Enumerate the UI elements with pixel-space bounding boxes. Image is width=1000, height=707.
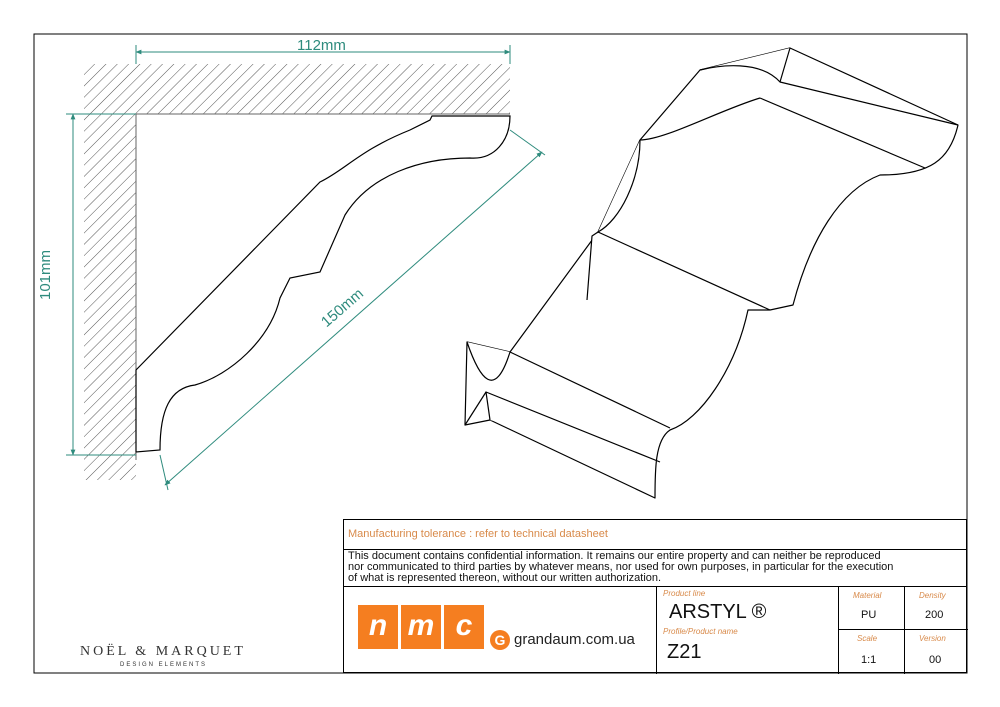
height-dimension-label: 101mm [37,249,54,300]
nmc-logo-n: n [358,605,398,649]
nmc-logo-m: m [401,605,441,649]
title-block [343,519,967,673]
product-line-label: Product line [663,589,706,598]
confidentiality-line: nor communicated to third parties by whatever means, nor used for own purposes, in particular for the execution [348,561,894,573]
version-cell [904,630,968,674]
grandaum-logo-icon: G [490,630,510,650]
confidentiality-line: of what is represented thereon, without our written authorization. [348,572,662,584]
density-label: Density [919,591,946,600]
version-label: Version [919,634,946,643]
scale-label: Scale [857,634,878,643]
density-value: 200 [925,609,944,621]
confidentiality-note [344,550,966,587]
diagonal-dimension-label: 150mm [318,285,367,331]
product-name-label: Profile/Product name [663,627,738,636]
profile-section [136,116,510,452]
nmc-logo-c: c [444,605,484,649]
profile-3d-view [465,48,958,498]
scale-cell [838,630,904,674]
grandaum-site-text: grandaum.com.ua [514,631,635,648]
density-cell [904,587,968,630]
product-line-value: ARSTYL ® [669,601,767,623]
material-label: Material [853,591,882,600]
product-name-value: Z21 [667,641,702,663]
noel-marquet-subtitle: DESIGN ELEMENTS [120,662,208,668]
confidentiality-line: This document contains confidential information. It remains our entire property and can neither be reproduced [348,550,881,562]
version-value: 00 [929,654,942,666]
material-cell [838,587,904,630]
noel-marquet-logo: NOËL & MARQUET [80,644,246,659]
product-cell [656,587,838,674]
scale-value: 1:1 [861,654,877,666]
tolerance-note: Manufacturing tolerance : refer to technical datasheet [344,520,966,550]
material-value: PU [861,609,877,621]
width-dimension-label: 112mm [297,37,346,54]
